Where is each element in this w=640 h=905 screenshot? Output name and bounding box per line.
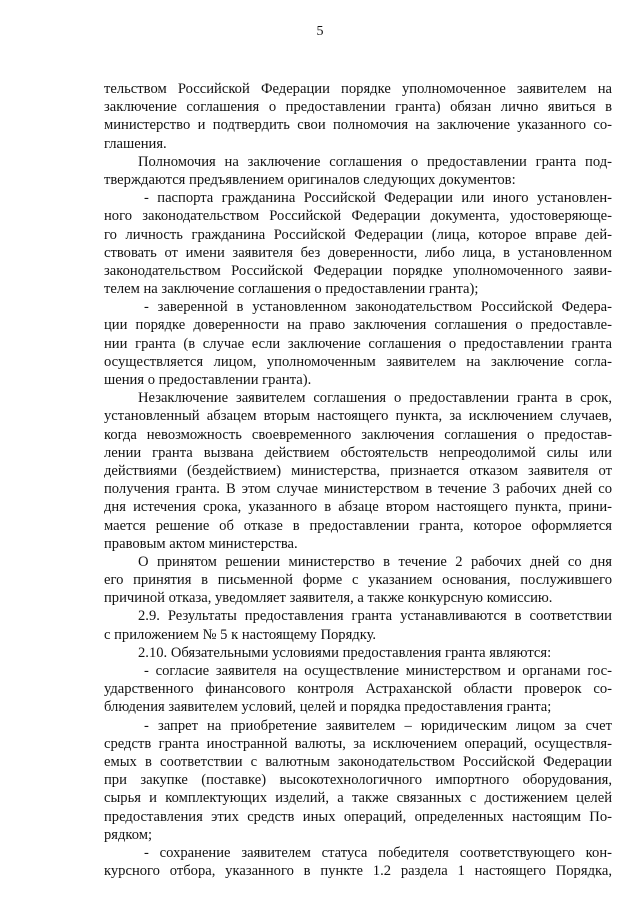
text-line: ного законодательством Российской Федерации документа, удостоверяюще- [104,208,612,225]
text-line: лении гранта вызвана действием обстоятельств непреодолимой силы или [104,444,612,461]
text-line: О принятом решении министерство в течение 2 рабочих дней со дня [138,553,612,570]
text-line: средств гранта иностранной валюты, за исключением операций, осуществля- [104,735,612,752]
text-line: емых в соответствии с валютным законодательством Российской Федерации [104,753,612,770]
text-line: го личность гражданина Российской Федерации (лица, которое вправе дей- [104,226,612,243]
text-line: глашения. [104,135,167,152]
text-line: тельством Российской Федерации порядке уполномоченное заявителем на [104,81,612,97]
text-line: ствовать от имени заявителя без доверенности, либо лица, в установленном [104,244,612,261]
text-line: его принятия в письменной форме с указанием основания, послужившего [104,572,612,589]
text-line: - запрет на приобретение заявителем – юридическим лицом за счет [144,717,612,734]
text-line: при закупке (поставке) высокотехнологичного импортного оборудования, [104,772,612,789]
text-line: 2.9. Результаты предоставления гранта устанавливаются в соответствии [138,608,612,625]
text-line: министерство и подтвердить свои полномочия на заключение указанного со- [104,117,612,134]
text-line: предоставления этих средств иных операций, определенных настоящим По- [104,808,612,825]
text-line: Полномочия на заключение соглашения о предоставлении гранта под- [138,153,612,170]
text-line: 2.10. Обязательными условиями предоставления гранта являются: [138,644,552,661]
text-line: осуществляется лицом, уполномоченным заявителем на заключение согла- [104,353,612,370]
text-line: телем на заключение соглашения о предоставлении гранта); [104,281,479,298]
text-line: правовым актом министерства. [104,535,298,552]
text-line: рядком; [104,826,153,843]
text-line: Незаключение заявителем соглашения о предоставлении гранта в срок, [138,390,612,407]
text-line: нии гранта (в случае если заключение соглашения о предоставлении гранта [104,335,612,352]
text-line: законодательством Российской Федерации порядке уполномоченного заяви- [104,262,612,279]
text-line: мается решение об отказе в предоставлении гранта, которое оформляется [104,517,612,534]
text-line: получения гранта. В этом случае министерством в течение 3 рабочих дней со [104,481,612,498]
text-line: действиями (бездействием) министерства, признается отказом заявителя от [104,462,612,479]
text-line: - сохранение заявителем статуса победителя соответствующего кон- [144,844,612,861]
text-line: с приложением № 5 к настоящему Порядку. [104,626,377,643]
text-line: - паспорта гражданина Российской Федерации или иного установлен- [144,190,612,207]
text-line: - заверенной в установленном законодательством Российской Федера- [144,299,612,316]
text-line: шения о предоставлении гранта). [104,372,312,388]
text-line: заключение соглашения о предоставлении гранта) обязан лично явиться в [104,99,612,116]
text-line: когда невозможность своевременного заключения соглашения о предостав- [104,426,612,443]
text-line: ударственного финансового контроля Астраханской области проверок со- [104,681,612,698]
text-line: - согласие заявителя на осуществление министерством и органами гос- [144,663,612,679]
page-number: 5 [316,24,324,39]
text-line: дня истечения срока, указанного в абзаце втором настоящего пункта, прини- [104,499,612,516]
text-line: курсного отбора, указанного в пункте 1.2 раздела 1 настоящего Порядка, [104,863,612,880]
document-body [104,80,612,880]
text-line: установленный абзацем вторым настоящего пункта, за исключением случаев, [104,408,612,425]
text-line: ции порядке доверенности на право заключения соглашения о предоставле- [104,317,612,334]
text-line: сырья и комплектующих изделий, а также связанных с достижением целей [104,790,612,807]
text-line: тверждаются предъявлением оригиналов следующих документов: [104,171,516,188]
text-line: блюдения заявителем условий, целей и порядка предоставления гранта; [104,699,552,716]
text-line: причиной отказа, уведомляет заявителя, а также конкурсную комиссию. [104,590,553,607]
